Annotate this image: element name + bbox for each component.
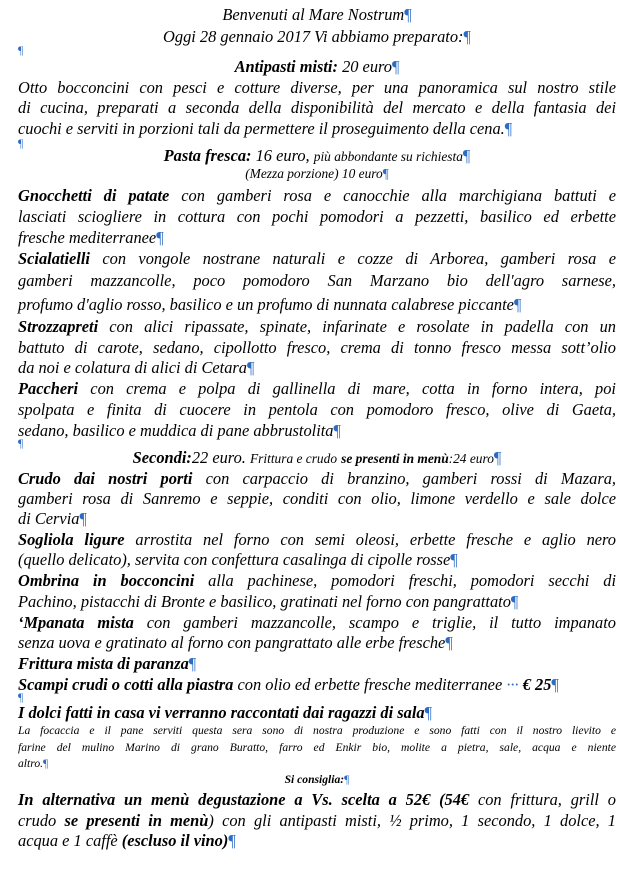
dish-line: gamberi rosa di Sanremo e seppie, conditi con olio, limone verdello e sale dolce [18,489,616,508]
consiglia-bold: se presenti in menù [64,811,209,830]
pilcrow-mark: ¶ [404,5,412,24]
dish-desc: con carpaccio di branzino, gamberi rossi di Mazara, [205,469,617,488]
pasta-half-portion [18,166,616,182]
dish-name: Ombrina in bocconcini [18,571,195,590]
dish-desc: con crema e polpa di gallinella di mare, cotta in forno intera, poi [90,379,616,398]
bread-note-text: altro. [18,757,44,770]
consiglia-text: con frittura, grill o [477,790,616,809]
dish-name: Paccheri [18,379,79,398]
dish-line [18,469,616,488]
dish-desc: con gamberi rosa e canocchie alla marchigiana battuti e [181,186,616,205]
pilcrow-mark: ¶ [79,509,87,528]
dish-desc: con gamberi mazzancolle, scampo e triglie, il tutto impanato [146,613,616,632]
pilcrow-mark: ¶ [463,27,471,46]
secondi-heading [18,448,616,468]
pilcrow-mark: ¶ [18,691,24,704]
pilcrow-mark: ¶ [551,675,559,694]
dish-line [18,379,616,398]
dish-desc: con alici ripassate, spinate, infarinate e rosolate in padella con un [109,317,616,336]
dish-name: Scialatielli [18,249,90,268]
consiglia-line [18,811,616,830]
pilcrow-mark: ¶ [504,119,513,138]
dish-desc: Pachino, pistacchi di Bronte e basilico, gratinati nel forno con pangrattato [18,592,511,611]
secondi-price: 22 euro. [191,448,246,467]
pilcrow-mark: ¶ [513,295,522,314]
dish-name: Sogliola ligure [18,530,125,549]
antipasti-desc-line [18,119,616,138]
bread-note-line: farine del mulino Marino di grano Buratto, farro ed Enkir bio, molite a pietra, sale, acqua e niente [18,741,616,754]
dish-line [18,317,616,336]
pilcrow-mark: ¶ [228,831,236,850]
dish-desc: da noi e colatura di alici di Cetara [18,358,247,377]
consiglia-text: ) con gli antipasti misti, ½ primo, 1 secondo, 1 dolce, 1 [208,811,616,830]
dish-line [18,654,616,673]
pilcrow-mark: ¶ [424,703,433,722]
secondi-title: Secondi: [132,448,192,467]
pilcrow-mark: ¶ [344,773,350,786]
antipasti-title: Antipasti misti: [234,57,338,76]
pilcrow-mark: ¶ [333,421,341,440]
pilcrow-mark: ¶ [450,550,458,569]
dish-desc: alla pachinese, pomodori freschi, pomodori secchi di [208,571,616,590]
consiglia-heading [18,773,616,787]
dish-desc: senza uova e gratinato al forno con pangrattato alle erbe fresche [18,633,446,652]
consiglia-text: acqua e 1 caffè [18,831,118,850]
dish-line [18,228,616,247]
antipasti-desc-text: cuochi e serviti in porzioni tali da permettere il proseguimento della cena. [18,119,505,138]
pilcrow-mark: ¶ [43,757,49,770]
dish-line [18,358,616,377]
dish-line [18,249,616,268]
antipasti-heading [18,57,616,76]
consiglia-title: Si consiglia: [284,773,345,786]
secondi-note-bold: se presenti in menù [341,451,449,466]
pilcrow-mark: ¶ [510,592,519,611]
dish-line: lasciati sciogliere in cottura con pochi pomodori a pezzetti, basilico ed erbette [18,207,616,226]
pasta-note: più abbondante su richiesta [313,149,463,164]
welcome-text: Benvenuti al Mare Nostrum [222,5,405,24]
dish-desc: con vongole nostrane naturali e cozze di Arborea, gamberi rosa e [102,249,616,268]
dish-line [18,592,616,611]
dish-name: Crudo dai nostri porti [18,469,193,488]
dish-desc: fresche mediterranee [18,228,157,247]
dish-line [18,509,616,528]
pilcrow-mark: ¶ [445,633,453,652]
dolci-title-line [18,703,616,722]
consiglia-offer: In alternativa un menù degustazione a Vs. scelta a 52€ (54€ [18,790,470,809]
dish-line [18,295,616,314]
dish-desc: sedano, basilico e muddica di pane abbrustolita [18,421,334,440]
dish-line [18,530,616,549]
pilcrow-mark: ¶ [156,228,164,247]
dish-desc: (quello delicato), servita con confettura casalinga di cipolle rosse [18,550,451,569]
secondi-note: Frittura e crudo [249,451,338,466]
dish-name: Gnocchetti di patate [18,186,170,205]
pasta-title: Pasta fresca: [163,146,252,165]
pilcrow-mark: ¶ [382,166,389,181]
dish-line [18,571,616,590]
dish-line [18,633,616,652]
antipasti-price: 20 euro [342,57,392,76]
pilcrow-mark: ¶ [18,437,24,450]
bread-note-line: La focaccia e il pane serviti questa sera sono di nostra produzione e sono fatti con il nostro lievito e [18,724,616,737]
pilcrow-mark: ¶ [462,146,471,165]
dish-line: Scampi crudi o cotti alla piastra con olio ed erbette fresche mediterranee ··· € 25¶ [18,675,559,694]
date-text: Oggi 28 gennaio 2017 Vi abbiamo preparato: [163,27,464,46]
pasta-price: 16 euro, [255,146,310,165]
dish-name: ‘Mpanata mista [18,613,134,632]
pilcrow-mark: ¶ [18,44,24,57]
dish-line [18,613,616,632]
dish-line [18,550,616,569]
antipasti-desc-line: Otto bocconcini con pesci e cotture diverse, per una panoramica sul nostro stile [18,78,616,97]
secondi-note-price: :24 euro [448,451,494,466]
dish-line: spolpata e finita di cuocere in pentola con pomodoro fresco, olive di Gaeta, [18,400,616,419]
dish-desc: arrostita nel forno con semi oleosi, erbette fresche e aglio nero [135,530,616,549]
dish-line: gamberi mazzancolle, poco pomodoro San Marzano bio dell'agro sarnese, [18,271,616,290]
pilcrow-mark: ¶ [392,57,400,76]
consiglia-line [18,831,616,850]
dish-line [18,186,616,205]
dish-name: Scampi crudi o cotti alla piastra [18,675,234,694]
pilcrow-mark: ¶ [18,137,24,150]
empty-paragraph [18,44,616,58]
welcome-line [18,5,616,24]
pasta-heading [18,146,616,166]
consiglia-line [18,790,616,809]
pilcrow-mark: ¶ [247,358,255,377]
bread-note-line [18,757,616,771]
dish-desc: di Cervia [18,509,80,528]
dolci-title: I dolci fatti in casa vi verranno raccontati dai ragazzi di sala [18,703,425,722]
consiglia-text: crudo [18,811,57,830]
pasta-half-text: (Mezza porzione) 10 euro [245,166,383,181]
pilcrow-mark: ¶ [188,654,197,673]
dish-desc: con olio ed erbette fresche mediterranee [237,675,503,694]
pilcrow-mark: ¶ [493,448,502,467]
dish-name: Frittura mista di paranza [18,654,189,673]
consiglia-bold: (escluso il vino) [121,831,229,850]
dish-price: € 25 [522,675,552,694]
dish-desc: profumo d'aglio rosso, basilico e un profumo di nunnata calabrese piccante [18,295,514,314]
dish-line: battuto di carote, sedano, cipollotto fresco, crema di tonno fresco messa sott’olio [18,338,616,357]
antipasti-desc-line: di cucina, preparati a seconda della disponibilità del mercato e della fantasia dei [18,98,616,117]
dish-name: Strozzapreti [18,317,99,336]
